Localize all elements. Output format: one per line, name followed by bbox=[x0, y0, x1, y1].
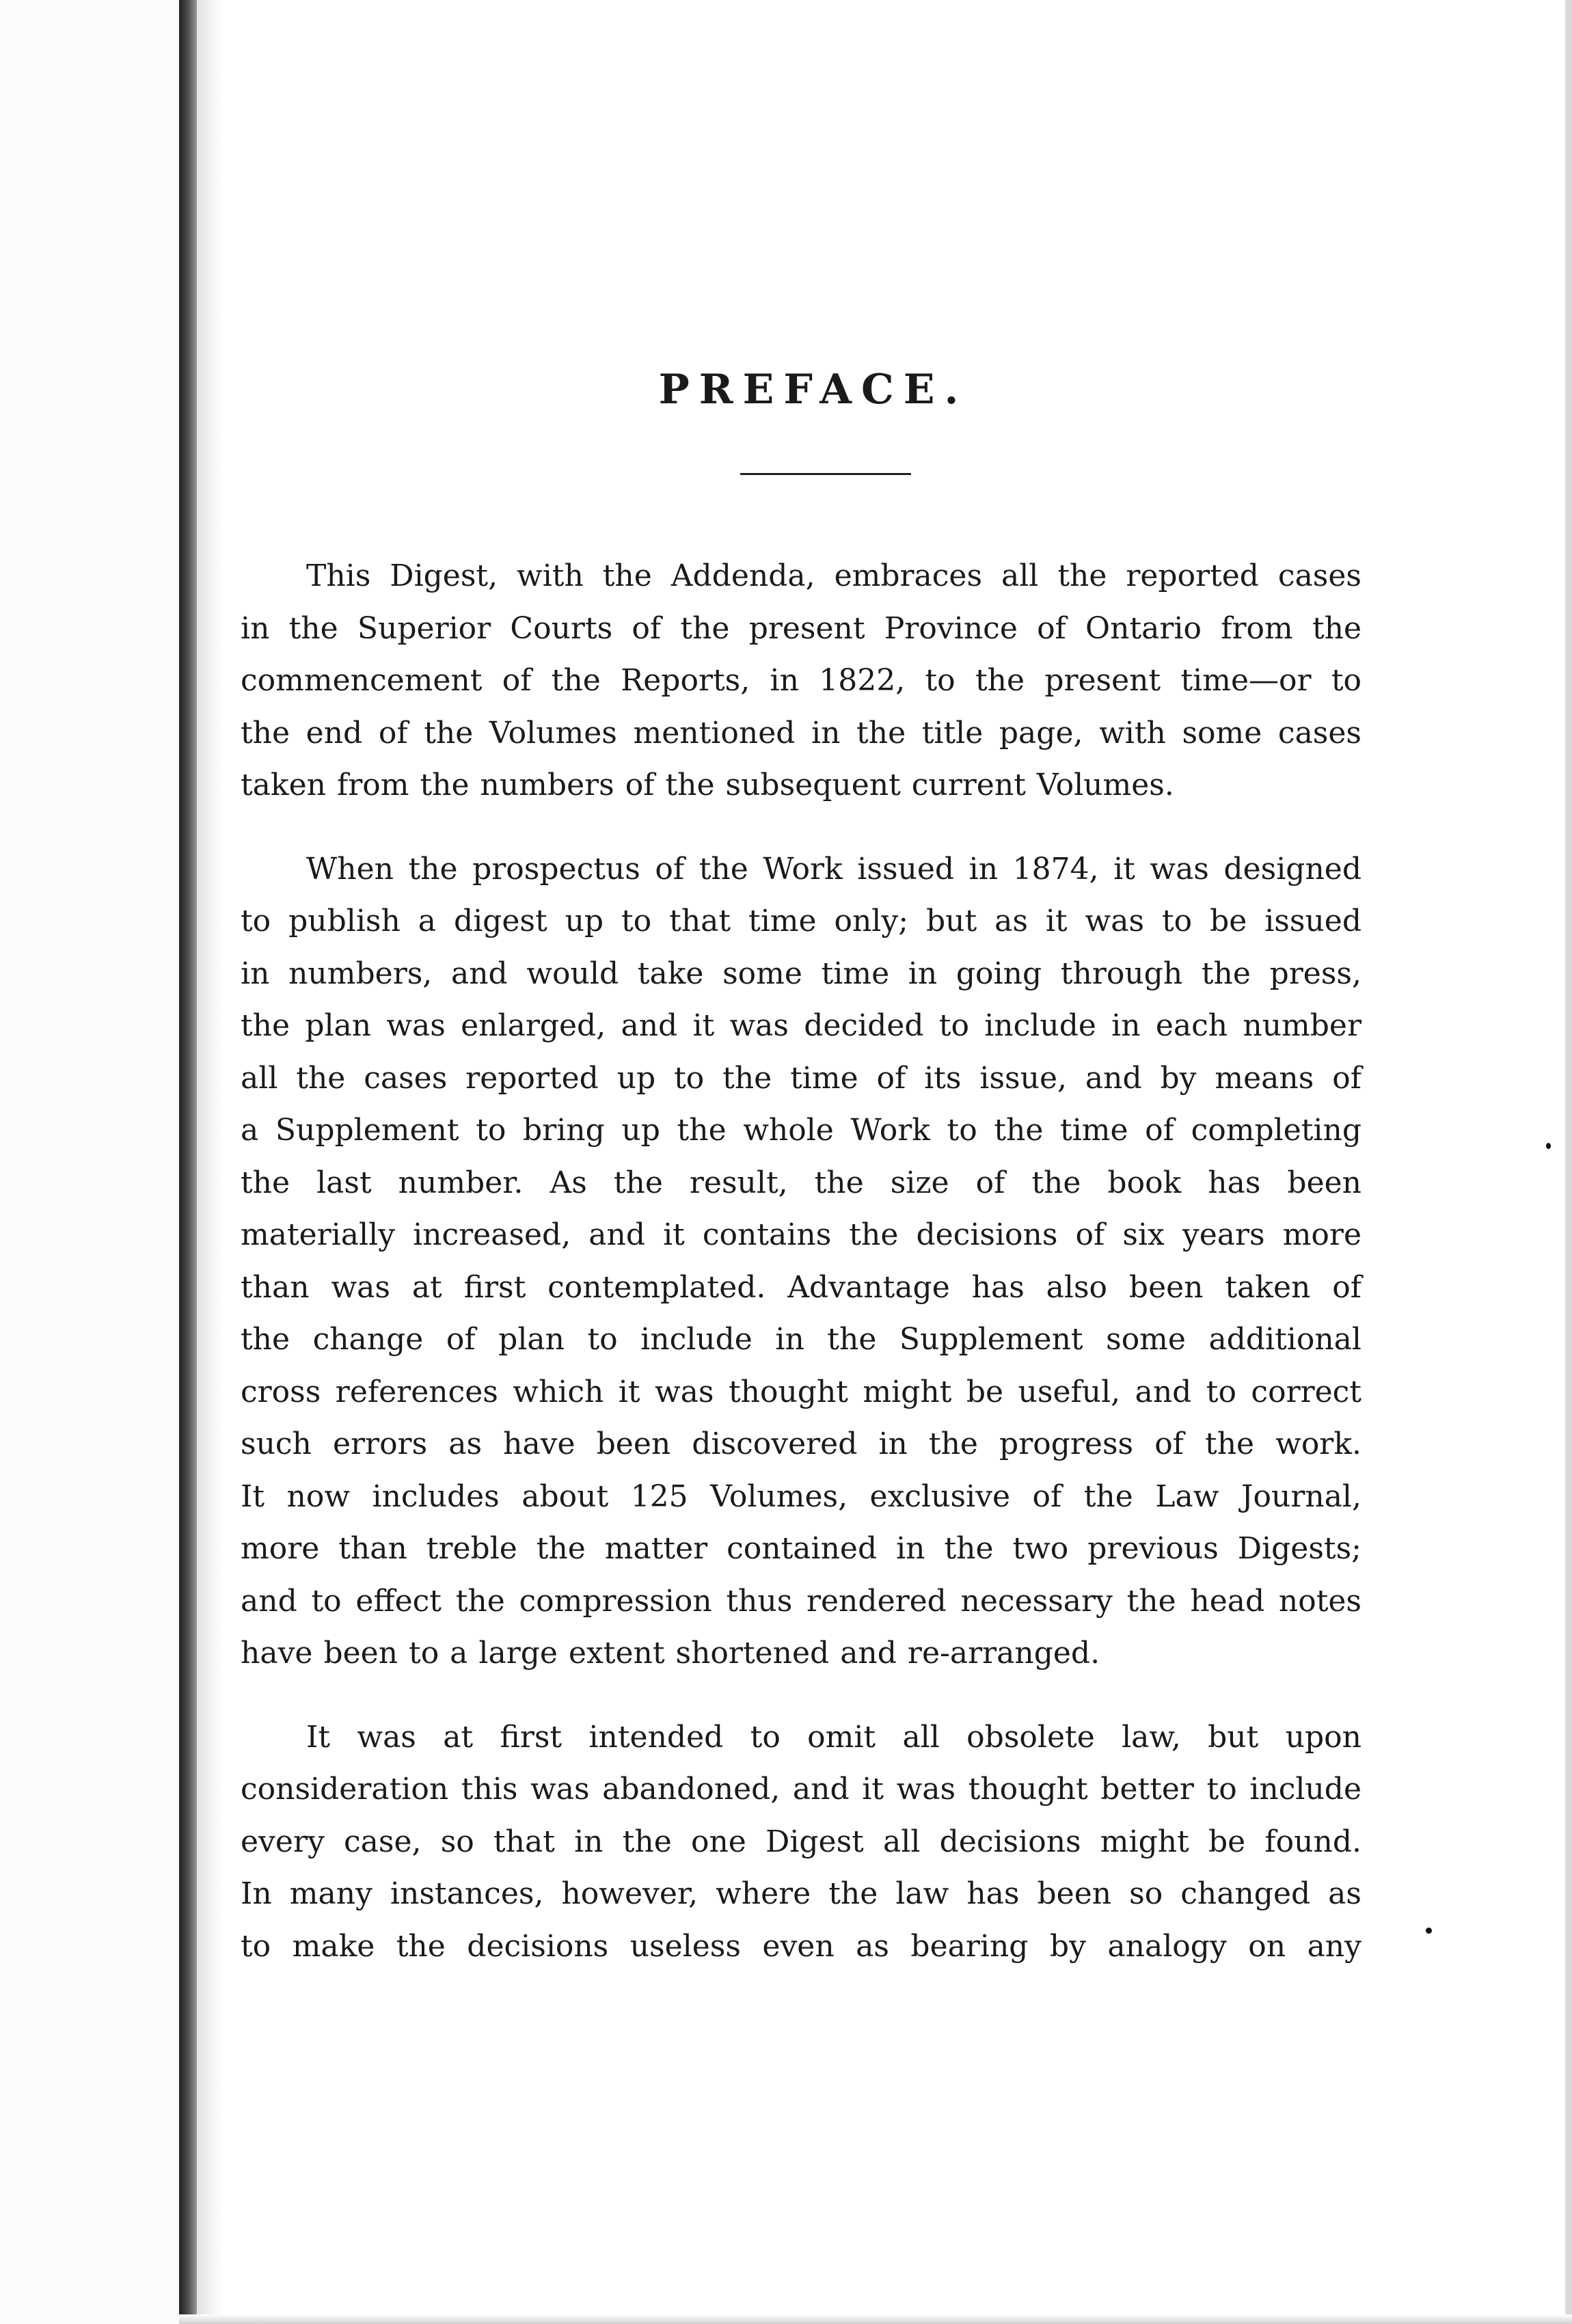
text-line: materially increased, and it contains the decisions of six years more bbox=[241, 1217, 1361, 1252]
text-line: When the prospectus of the Work issued in 1874, it was designed bbox=[306, 851, 1361, 887]
text-line: the change of plan to include in the Supplement some additional bbox=[241, 1322, 1361, 1357]
page-bottom-edge bbox=[179, 2314, 1572, 2324]
text-line: This Digest, with the Addenda, embraces all the reported cases bbox=[306, 558, 1361, 593]
text-line: more than treble the matter contained in the two previous Digests; bbox=[241, 1531, 1361, 1566]
text-line: the end of the Volumes mentioned in the title page, with some cases bbox=[241, 715, 1361, 751]
text-line: It now includes about 125 Volumes, exclusive of the Law Journal, bbox=[241, 1478, 1361, 1514]
text-line: in numbers, and would take some time in going through the press, bbox=[241, 956, 1361, 991]
scan-speck bbox=[1546, 1143, 1551, 1149]
text-line: It was at first intended to omit all obsolete law, but upon bbox=[306, 1719, 1361, 1755]
scan-speck bbox=[1426, 1928, 1432, 1934]
text-line: and to effect the compression thus rendered necessary the head notes bbox=[241, 1583, 1361, 1619]
text-line: all the cases reported up to the time of its issue, and by means of bbox=[241, 1060, 1361, 1096]
text-line: the last number. As the result, the size of the book has been bbox=[241, 1165, 1361, 1200]
text-line: consideration this was abandoned, and it was thought better to include bbox=[241, 1772, 1361, 1807]
paragraph-2 bbox=[241, 843, 1361, 1680]
page-title: PREFACE. bbox=[658, 366, 968, 414]
binding-gutter-highlight bbox=[197, 0, 224, 2324]
text-line: in the Superior Courts of the present Province of Ontario from the bbox=[241, 610, 1361, 646]
text-line: In many instances, however, where the law has been so changed as bbox=[241, 1876, 1361, 1911]
facing-page-margin bbox=[0, 0, 179, 2324]
text-line: have been to a large extent shortened and re-arranged. bbox=[241, 1636, 1100, 1671]
text-line: the plan was enlarged, and it was decided to include in each number bbox=[241, 1008, 1361, 1043]
text-line: to make the decisions useless even as bearing by analogy on any bbox=[241, 1928, 1361, 1964]
paragraph-3 bbox=[241, 1712, 1361, 1973]
text-line: every case, so that in the one Digest all decisions might be found. bbox=[241, 1824, 1361, 1859]
text-line: to publish a digest up to that time only; but as it was to be issued bbox=[241, 904, 1361, 938]
text-line: cross references which it was thought might be useful, and to correct bbox=[241, 1374, 1361, 1409]
binding-gutter-shadow bbox=[179, 0, 197, 2324]
text-line: taken from the numbers of the subsequent current Volumes. bbox=[241, 768, 1174, 802]
text-line: such errors as have been discovered in the progress of the work. bbox=[241, 1427, 1361, 1461]
paragraph-1 bbox=[241, 550, 1361, 812]
text-line: commencement of the Reports, in 1822, to the present time—or to bbox=[241, 663, 1361, 698]
text-line: a Supplement to bring up the whole Work to the time of completing bbox=[241, 1113, 1361, 1148]
page-body bbox=[241, 366, 1361, 1973]
text-line: than was at first contemplated. Advantage has also been taken of bbox=[241, 1269, 1361, 1305]
title-divider bbox=[740, 473, 911, 475]
page-right-edge bbox=[1565, 0, 1572, 2324]
